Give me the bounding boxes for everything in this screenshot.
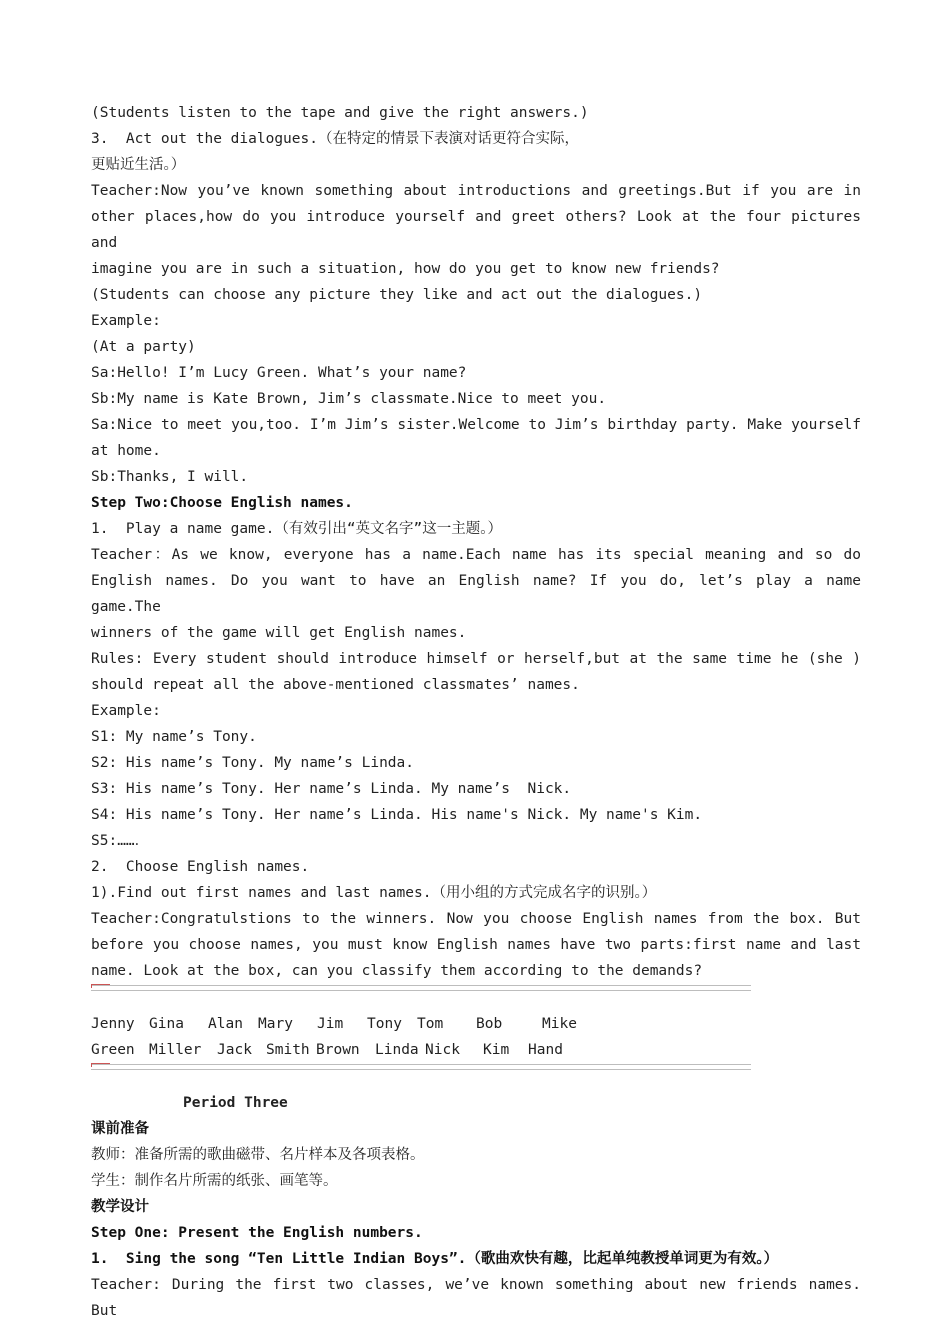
name-cell: Green	[91, 1042, 135, 1058]
text-line: S3: His name’s Tony. Her name’s Linda. My name’s Nick.	[91, 781, 572, 797]
name-cell: Jenny	[91, 1016, 135, 1032]
text-line: S2: His name’s Tony. My name’s Linda.	[91, 755, 415, 771]
name-cell: Linda	[375, 1042, 419, 1058]
text-line: imagine you are in such a situation, how do you get to know new friends?	[91, 261, 720, 277]
text-line: (At a party)	[91, 339, 196, 355]
text-line: 1. Play a name game.（有效引出“英文名字”这一主题。）	[91, 521, 503, 537]
text-line: (Students can choose any picture they like and act out the dialogues.)	[91, 287, 703, 303]
name-cell: Tony	[367, 1016, 402, 1032]
text-line: S1: My name’s Tony.	[91, 729, 257, 745]
name-cell: Miller	[149, 1042, 202, 1058]
name-cell: Nick	[425, 1042, 460, 1058]
text-line: 更贴近生活。）	[91, 157, 186, 173]
text-line: (Students listen to the tape and give the right answers.)	[91, 105, 589, 121]
text-line: 3. Act out the dialogues.（在特定的情景下表演对话更符合实际，	[91, 131, 579, 147]
text-line: Teacher:Now you’ve known something about introductions and greetings.But if you are in	[91, 183, 861, 199]
document-page	[91, 100, 861, 1324]
section-heading: 教学设计	[91, 1199, 149, 1215]
text-line: before you choose names, you must know English names have two parts:first name and last	[91, 937, 861, 953]
name-cell: Gina	[149, 1016, 184, 1032]
name-cell: Kim	[483, 1042, 510, 1058]
name-cell: Mary	[258, 1016, 293, 1032]
text-line: should repeat all the above-mentioned classmates’ names.	[91, 677, 580, 693]
names-row-1	[91, 1011, 861, 1037]
text-line: 2. Choose English names.	[91, 859, 310, 875]
text-line: Sb:Thanks, I will.	[91, 469, 249, 485]
text-line: Example:	[91, 703, 161, 719]
text-line: 学生：制作名片所需的纸张、画笔等。	[91, 1173, 338, 1189]
box-corner-mark	[91, 984, 110, 988]
text-line: Teacher: During the first two classes, we’ve known something about new friends names. But	[91, 1277, 861, 1319]
step-heading: Step One: Present the English numbers.	[91, 1225, 423, 1241]
text-line: Teacher:Congratulstions to the winners. Now you choose English names from the box. But	[91, 911, 861, 927]
box-corner-mark	[91, 1063, 110, 1067]
name-cell: Brown	[316, 1042, 360, 1058]
names-box-bottom-border	[91, 1064, 751, 1070]
names-box-top-border	[91, 985, 751, 991]
spacer	[91, 995, 861, 1011]
text-line: Sa:Nice to meet you,too. I’m Jim’s sister.Welcome to Jim’s birthday party. Make yourself	[91, 417, 861, 433]
text-line: winners of the game will get English names.	[91, 625, 467, 641]
step-item: 1. Sing the song “Ten Little Indian Boys”.（歌曲欢快有趣，比起单纯教授单词更为有效。）	[91, 1251, 779, 1267]
names-row-2	[91, 1037, 861, 1063]
name-cell: Hand	[528, 1042, 563, 1058]
name-cell: Alan	[208, 1016, 243, 1032]
text-line: English names. Do you want to have an English name? If you do, let’s play a name game.The	[91, 573, 861, 615]
text-line: at home.	[91, 443, 161, 459]
period-title: Period Three	[183, 1095, 288, 1111]
name-cell: Mike	[542, 1016, 577, 1032]
name-cell: Bob	[476, 1016, 503, 1032]
section-heading: Step Two:Choose English names.	[91, 495, 353, 511]
text-line: Example:	[91, 313, 161, 329]
text-line: 1).Find out first names and last names.（用小组的方式完成名字的识别。）	[91, 885, 657, 901]
name-cell: Jack	[217, 1042, 252, 1058]
text-line: Sb:My name is Kate Brown, Jim’s classmate.Nice to meet you.	[91, 391, 607, 407]
name-cell: Smith	[266, 1042, 310, 1058]
text-line: S5:……．	[91, 833, 150, 849]
text-line: other places,how do you introduce yourself and greet others? Look at the four pictures and	[91, 209, 861, 251]
section-heading: 课前准备	[91, 1121, 149, 1137]
text-line: S4: His name’s Tony. Her name’s Linda. His name's Nick. My name's Kim.	[91, 807, 703, 823]
text-line: name. Look at the box, can you classify them according to the demands?	[91, 963, 703, 979]
spacer	[91, 1074, 861, 1090]
name-cell: Tom	[417, 1016, 444, 1032]
name-cell: Jim	[317, 1016, 344, 1032]
text-line: Rules: Every student should introduce himself or herself,but at the same time he (she )	[91, 651, 861, 667]
text-line: 教师：准备所需的歌曲磁带、名片样本及各项表格。	[91, 1147, 425, 1163]
text-line: Sa:Hello! I’m Lucy Green. What’s your name?	[91, 365, 467, 381]
text-line: Teacher：As we know, everyone has a name.Each name has its special meaning and so do	[91, 547, 861, 563]
